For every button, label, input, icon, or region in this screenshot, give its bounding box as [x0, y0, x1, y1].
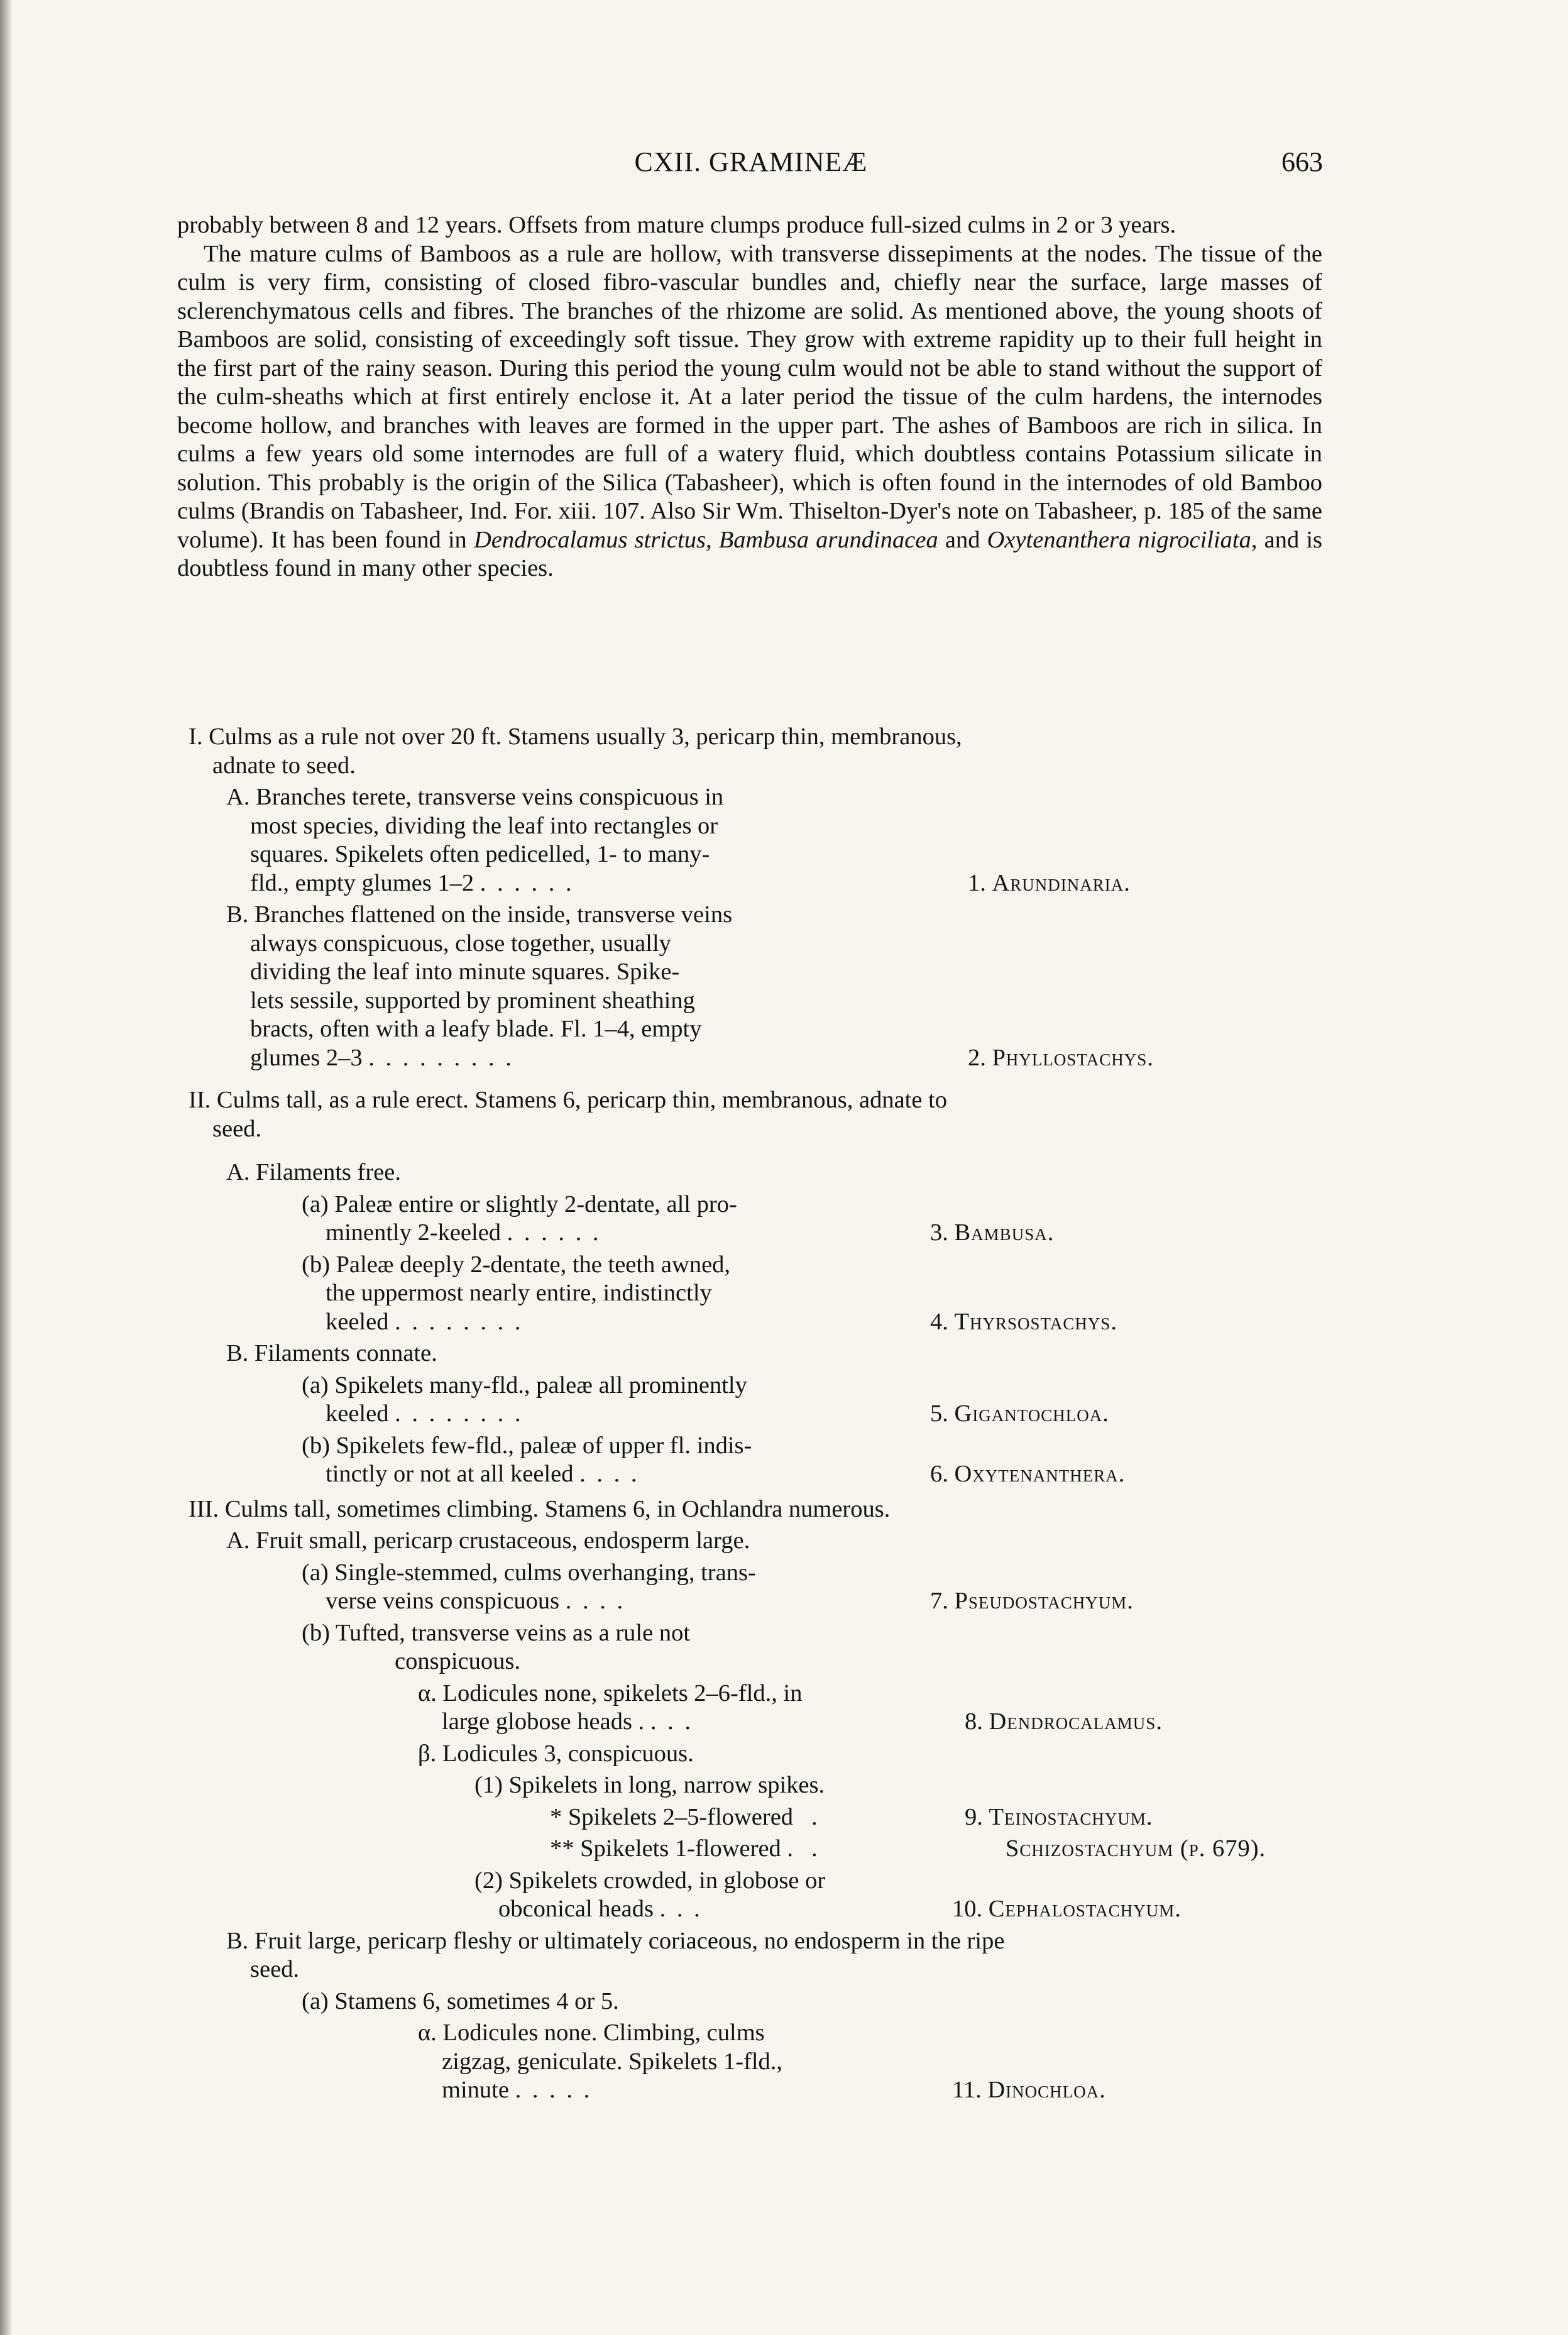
- key-line: (b) Tufted, transverse veins as a rule not: [302, 1619, 691, 1646]
- key-entry-arundinaria: [189, 783, 1131, 898]
- key-group-II: [189, 1086, 1320, 1143]
- genus-key: [189, 723, 1357, 2108]
- paragraph-2: [177, 240, 1322, 583]
- key-line: ** Spikelets 1-flowered .: [550, 1835, 794, 1862]
- leader-dots: .: [811, 1835, 820, 1862]
- genus-number: 10.: [952, 1896, 983, 1922]
- key-entry-dinochloa: [189, 2019, 1128, 2105]
- key-line: conspicuous.: [395, 1648, 520, 1674]
- key-line: verse veins conspicuous: [326, 1588, 560, 1614]
- genus-number: 5.: [930, 1400, 948, 1427]
- key-line: B. Filaments connate.: [226, 1340, 437, 1366]
- genus-number: 8.: [965, 1708, 983, 1735]
- genus-number: 9.: [965, 1803, 983, 1830]
- key-line: minently 2-keeled: [326, 1219, 502, 1246]
- leader-dots: . . . . .: [515, 2077, 593, 2103]
- genus-name: Phyllostachys.: [992, 1044, 1154, 1071]
- key-line: keeled: [326, 1400, 389, 1427]
- key-line: α. Lodicules none, spikelets 2–6-fld., in: [418, 1679, 803, 1706]
- key-line: fld., empty glumes 1–2: [250, 869, 474, 896]
- leader-dots: . . . . . . . .: [395, 1308, 524, 1335]
- key-line: seed.: [212, 1115, 262, 1142]
- key-line: (2) Spikelets crowded, in globose or: [474, 1867, 826, 1894]
- key-line: (a) Stamens 6, sometimes 4 or 5.: [302, 1987, 619, 2014]
- genus-name: Arundinaria.: [992, 869, 1131, 896]
- genus-number: 7.: [930, 1588, 948, 1614]
- key-line: (b) Paleæ deeply 2-dentate, the teeth awned,: [302, 1251, 731, 1278]
- key-entry-oxytenanthera: [189, 1432, 1126, 1489]
- genus-name: Thyrsostachys.: [954, 1308, 1118, 1335]
- key-line: A. Filaments free.: [226, 1159, 401, 1185]
- body-text: [177, 211, 1322, 583]
- key-line: keeled: [326, 1308, 389, 1335]
- leader-dots: . . . . . .: [480, 869, 574, 896]
- page-title: CXII. GRAMINEÆ: [634, 146, 868, 177]
- genus-name: Pseudostachyum.: [954, 1588, 1134, 1614]
- key-entry-pseudostachyum: [189, 1559, 1134, 1616]
- key-entry-phyllostachys: [189, 901, 1154, 1072]
- genus-name: Bambusa.: [954, 1219, 1055, 1246]
- key-group-I: [189, 723, 1320, 780]
- key-line: zigzag, geniculate. Spikelets 1-fld.,: [442, 2048, 783, 2075]
- key-entry-schizostachyum: [189, 1835, 1266, 1864]
- key-line: * Spikelets 2–5-flowered: [550, 1803, 794, 1830]
- key-line: squares. Spikelets often pedicelled, 1- to many-: [250, 841, 710, 867]
- key-entry-gigantochloa: [189, 1371, 1109, 1429]
- genus-number: 3.: [930, 1219, 948, 1246]
- key-line: A. Branches terete, transverse veins conspicuous in: [226, 784, 724, 810]
- genus-name: Gigantochloa.: [954, 1400, 1109, 1427]
- leader-dots: .: [811, 1803, 820, 1830]
- genus-name: Oxytenanthera.: [954, 1461, 1126, 1487]
- key-entry-cephalostachyum: [189, 1867, 1203, 1924]
- key-line: B. Fruit large, pericarp fleshy or ultimately coriaceous, no endosperm in the ripe: [226, 1927, 1005, 1954]
- page-number: 663: [1281, 146, 1323, 177]
- key-line: most species, dividing the leaf into rectangles or: [250, 812, 718, 839]
- key-line: (a) Single-stemmed, culms overhanging, trans-: [302, 1559, 756, 1586]
- leader-dots: . . . . . . . .: [395, 1400, 524, 1427]
- genus-number: 1.: [968, 869, 986, 896]
- paragraph-2-end: and is doubtless found in many other species.: [177, 526, 1322, 581]
- leader-dots: . . .: [659, 1896, 703, 1922]
- key-line: B. Branches flattened on the inside, transverse veins: [226, 901, 733, 928]
- key-line: III. Culms tall, sometimes climbing. Stamens 6, in Ochlandra numerous.: [189, 1495, 891, 1522]
- key-line: bracts, often with a leafy blade. Fl. 1–4, empty: [250, 1016, 702, 1042]
- key-line: glumes 2–3: [250, 1044, 363, 1071]
- key-line: the uppermost nearly entire, indistinctly: [326, 1280, 712, 1306]
- leader-dots: . . . .: [565, 1588, 626, 1614]
- key-line: minute: [442, 2077, 509, 2103]
- key-line: (1) Spikelets in long, narrow spikes.: [474, 1772, 825, 1798]
- genus-number: 6.: [930, 1461, 948, 1487]
- key-line: dividing the leaf into minute squares. Spike-: [250, 959, 680, 985]
- key-line: (a) Spikelets many-fld., paleæ all prominently: [302, 1371, 747, 1398]
- genus-number: 2.: [968, 1044, 986, 1071]
- key-line: adnate to seed.: [212, 752, 356, 779]
- key-line: α. Lodicules none. Climbing, culms: [418, 2019, 765, 2046]
- key-subgroup-beta: [189, 1740, 1153, 1769]
- key-line: lets sessile, supported by prominent sheathing: [250, 987, 695, 1014]
- key-line: (a) Paleæ entire or slightly 2-dentate, all pro-: [302, 1190, 737, 1217]
- key-entry-thyrsostachys: [189, 1251, 1118, 1337]
- key-subgroup-IIIB: [189, 1927, 1332, 1984]
- key-subgroup-beta-1: [189, 1771, 1203, 1800]
- running-head: [179, 146, 1323, 184]
- key-subgroup-IIIA: [189, 1527, 1357, 1556]
- key-group-III: [189, 1495, 1320, 1524]
- leader-dots: . . . . . .: [507, 1219, 601, 1246]
- key-line: A. Fruit small, pericarp crustaceous, endosperm large.: [226, 1527, 750, 1554]
- key-line: obconical heads: [498, 1896, 654, 1922]
- genus-name: Dinochloa.: [987, 2077, 1106, 2103]
- key-entry-teinostachyum: [189, 1803, 1241, 1832]
- key-line: tinctly or not at all keeled: [326, 1461, 574, 1487]
- paragraph-1: probably between 8 and 12 years. Offsets from mature clumps produce full-sized culms in 2 or 3 years.: [177, 212, 1176, 238]
- key-line: always conspicuous, close together, usually: [250, 930, 671, 957]
- key-line: I. Culms as a rule not over 20 ft. Stamens usually 3, pericarp thin, membranous,: [189, 723, 962, 750]
- genus-number: 4.: [930, 1308, 948, 1335]
- key-subgroup-IIA: [189, 1158, 980, 1187]
- key-line: (b) Spikelets few-fld., paleæ of upper fl. indis-: [302, 1432, 752, 1459]
- species-list-2: Oxytenanthera nigrociliata,: [987, 526, 1258, 553]
- genus-number: 11.: [952, 2077, 982, 2103]
- key-line: II. Culms tall, as a rule erect. Stamens 6, pericarp thin, membranous, adnate to: [189, 1087, 948, 1113]
- leader-dots: . . .: [650, 1708, 693, 1735]
- key-line: β. Lodicules 3, conspicuous.: [418, 1740, 694, 1767]
- key-subgroup-IIIAb: [189, 1619, 1031, 1676]
- conjunction: and: [945, 526, 980, 553]
- key-line: large globose heads .: [442, 1708, 645, 1735]
- genus-name: Teinostachyum.: [989, 1803, 1153, 1830]
- genus-name: Cephalostachyum.: [988, 1896, 1181, 1922]
- key-subgroup-IIB: [189, 1339, 980, 1368]
- key-entry-dendrocalamus: [189, 1679, 1163, 1737]
- species-list-1: Dendrocalamus strictus, Bambusa arundinacea: [473, 526, 938, 553]
- leader-dots: . . . . . . . . .: [368, 1044, 514, 1071]
- key-entry-bambusa: [189, 1190, 1055, 1248]
- paragraph-2-text: The mature culms of Bamboos as a rule are hollow, with transverse dissepiments at the nodes. The tissue of the culm is very firm, consisting of closed fibro-vascular bundles and, chiefly near the surface, large masses of sclerenchymatous cells and fibres. The branches of the rhizome are solid. As mentioned above, the young shoots of Bamboos are solid, consisting of exceedingly soft tissue. They grow with extreme rapidity up to their full height in the first part of the rainy season. During this period the young culm would not be able to stand without the support of the culm-sheaths which at first entirely enclose it. At a later period the tissue of the culm hardens, the internodes become hollow, and branches with leaves are formed in the upper part. The ashes of Bamboos are rich in silica. In culms a few years old some internodes are full of a watery fluid, which doubtless contains Potassium silicate in solution. This probably is the origin of the Silica (Tabasheer), which is often found in the internodes of old Bamboo culms (Brandis on Tabasheer, Ind. For. xiii. 107. Also Sir Wm. Thiselton-Dyer's note on Tabasheer, p. 185 of the same volume). It has been found in: [177, 240, 1322, 553]
- genus-name: Dendrocalamus.: [989, 1708, 1163, 1735]
- leader-dots: . . . .: [579, 1461, 640, 1487]
- genus-name: Schizostachyum (p. 679).: [1006, 1835, 1266, 1862]
- key-line: seed.: [250, 1956, 300, 1982]
- key-subgroup-IIIBa: [189, 1987, 1031, 2016]
